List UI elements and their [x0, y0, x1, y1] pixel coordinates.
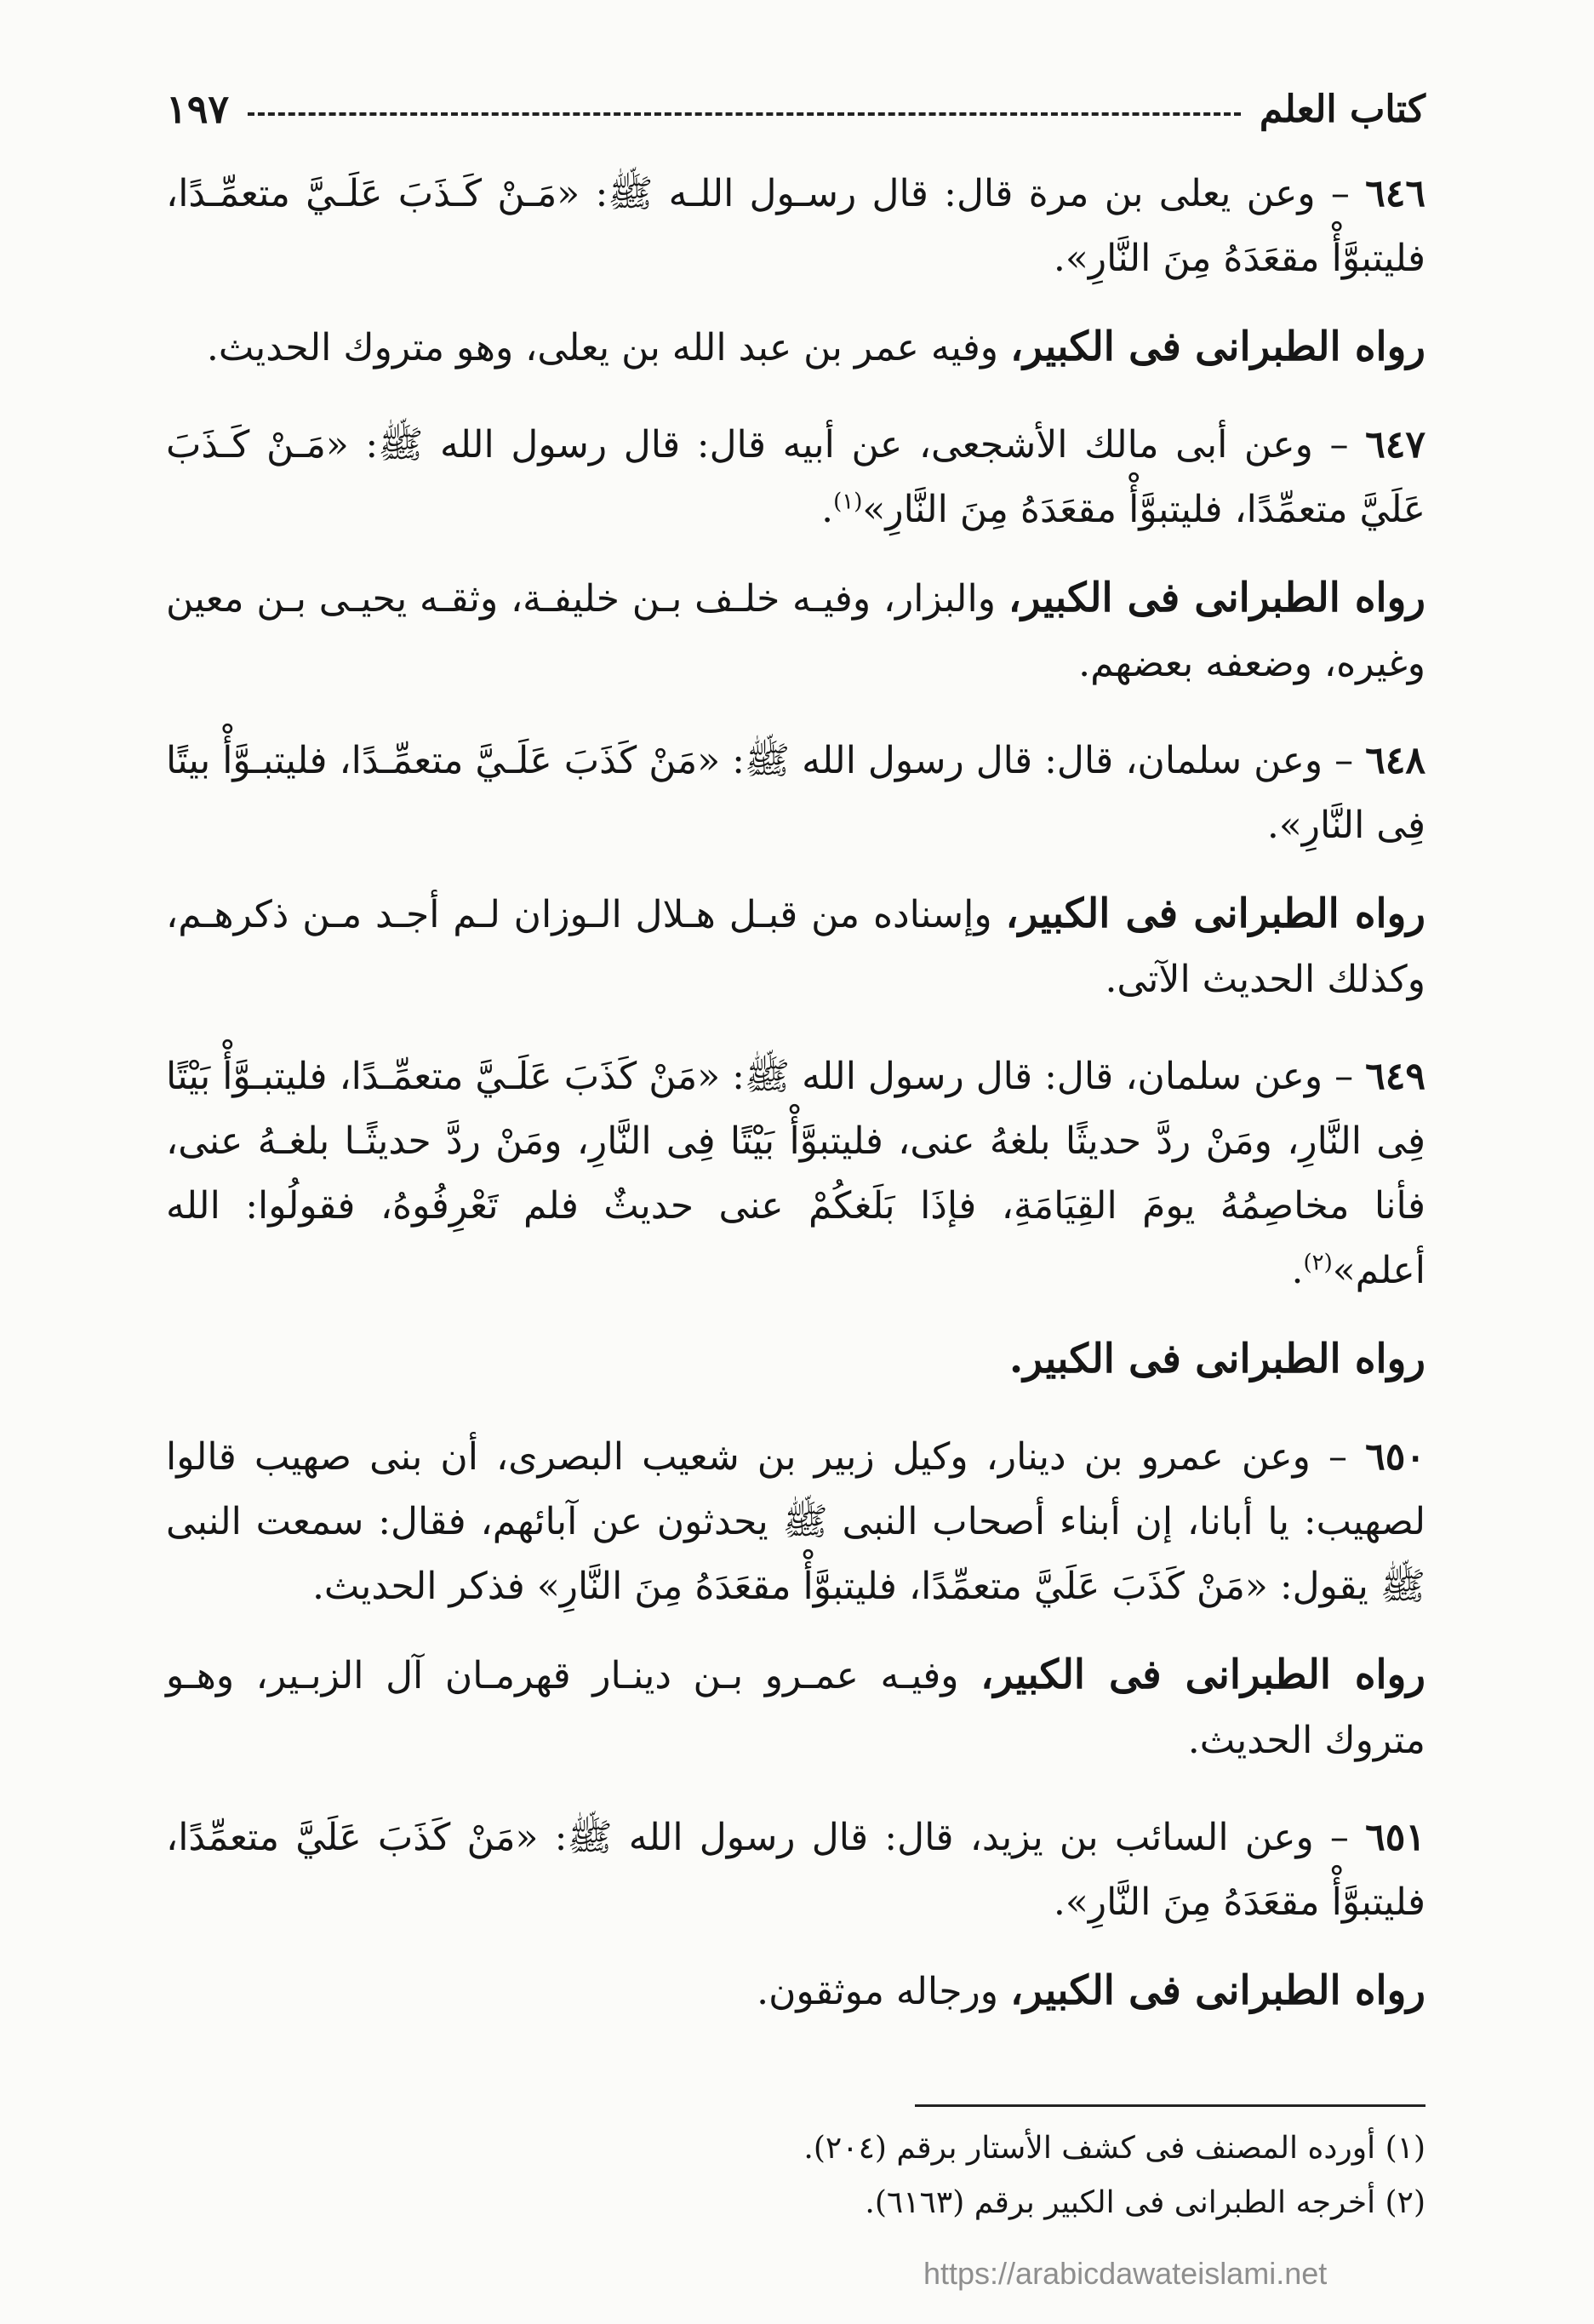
- hadith-number: ٦٤٦: [1365, 172, 1425, 215]
- narration-note: [166, 1327, 1425, 1393]
- narration-source: رواه الطبرانى فى الكبير.: [1008, 1336, 1425, 1382]
- footnote-ref: (٢): [1303, 1250, 1333, 1276]
- hadith-text: وعن عمرو بن دينار، وكيل زبير بن شعيب البصرى، أن بنى صهيب قالوا لصهيب: يا أبانا، إن أبناء أصحاب النبى ﷺ يحدثون عن آبائهم، فقال: سمعت النبى ﷺ يقول: «مَنْ كَذَبَ عَلَيَّ متعمِّدًا، فليتبوَّأْ مقعَدَهُ مِنَ النَّارِ» فذكر الحديث.: [166, 1435, 1425, 1608]
- hadith-entry: ٦٤٧ – وعن أبى مالك الأشجعى، عن أبيه قال: قال رسول الله ﷺ: «مَـنْ كَـذَبَ عَلَيَّ متعمِّدًا، فليتبوَّأْ مقعَدَهُ مِنَ النَّارِ»$^{(١)}$.: [166, 423, 1425, 531]
- narration-source: رواه الطبرانى فى الكبير،: [1010, 323, 1425, 370]
- narration-comment: وفيه عمر بن عبد الله بن يعلى، وهو متروك الحديث.: [206, 326, 1011, 369]
- hadith-number: ٦٥٠: [1365, 1435, 1425, 1479]
- hadith-number: ٦٤٩: [1365, 1055, 1425, 1098]
- narration-note: [166, 1643, 1425, 1773]
- narration-note: [166, 315, 1425, 381]
- hadith-number: ٦٤٨: [1365, 739, 1425, 782]
- narration-source: رواه الطبرانى فى الكبير،: [1010, 1967, 1425, 2014]
- footnote-separator: [915, 2104, 1425, 2107]
- narration-note: [166, 566, 1425, 696]
- footnotes: [166, 2121, 1425, 2230]
- hadith-number: ٦٥١: [1365, 1816, 1425, 1859]
- narration-comment: والبزار، وفيـه خلـف بـن خليفـة، وثقـه يحيـى بـن معين وغيره، وضعفه بعضهم.: [166, 577, 1425, 685]
- narration-source: رواه الطبرانى فى الكبير،: [1008, 575, 1425, 621]
- hadith-text: وعن السائب بن يزيد، قال: قال رسول الله ﷺ: «مَنْ كَذَبَ عَلَيَّ متعمِّدًا، فليتبوَّأْ مقعَدَهُ مِنَ النَّارِ».: [166, 1816, 1425, 1924]
- book-page: [166, 68, 1425, 2298]
- narration-comment: وإسناده من قبـل هـلال الـوزان لـم أجـد مـن ذكرهـم، وكذلك الحديث الآتى.: [166, 893, 1425, 1001]
- hadith-text: وعن يعلى بن مرة قال: قال رسـول اللـه ﷺ: «مَـنْ كَـذَبَ عَلَـيَّ متعمِّـدًا، فليتبوَّأْ مقعَدَهُ مِنَ النَّارِ».: [166, 172, 1425, 280]
- narration-source: رواه الطبرانى فى الكبير،: [1005, 890, 1425, 937]
- running-header: [166, 68, 1425, 150]
- header-dashed-rule: [248, 112, 1241, 116]
- footnote: (٢) أخرجه الطبرانى فى الكبير برقم (٦١٦٣).: [865, 2185, 1425, 2220]
- narration-note: [166, 1959, 1425, 2024]
- narration-source: رواه الطبرانى فى الكبير،: [980, 1651, 1425, 1698]
- hadith-entry: ٦٤٨ – وعن سلمان، قال: قال رسول الله ﷺ: «مَنْ كَذَبَ عَلَـيَّ متعمِّـدًا، فليتبـوَّأْ بيتًا فِى النَّارِ».: [166, 739, 1425, 847]
- hadith-entry: ٦٤٦ – وعن يعلى بن مرة قال: قال رسـول اللـه ﷺ: «مَـنْ كَـذَبَ عَلَـيَّ متعمِّـدًا، فليتبوَّأْ مقعَدَهُ مِنَ النَّارِ».: [166, 172, 1425, 280]
- footnote-ref: (١): [833, 489, 863, 515]
- hadith-text: وعن سلمان، قال: قال رسول الله ﷺ: «مَنْ كَذَبَ عَلَـيَّ متعمِّـدًا، فليتبـوَّأْ بيتًا فِى النَّارِ».: [166, 739, 1425, 847]
- book-title: كتاب العلم: [1259, 87, 1425, 131]
- hadith-entry: ٦٤٩ – وعن سلمان، قال: قال رسول الله ﷺ: «مَنْ كَذَبَ عَلَـيَّ متعمِّـدًا، فليتبـوَّأْ بَيْتًا فِى النَّارِ، ومَنْ ردَّ حديثًا بلغهُ عنى، فليتبوَّأْ بَيْتًا فِى النَّارِ، ومَنْ ردَّ حديثًـا بلغـهُ عنى، فأنا مخاصِمُهُ يومَ القِيَامَةِ، فإذَا بَلَغكُمْ عنى حديثٌ فلم تَعْرِفُوهُ، فقولُوا: الله أعلم»$^{(٢)}$.: [166, 1055, 1425, 1292]
- watermark-url: https://arabicdawateislami.net: [923, 2256, 1328, 2291]
- footnote: (١) أورده المصنف فى كشف الأستار برقم (٢٠٤).: [803, 2131, 1425, 2166]
- hadith-text: وعن أبى مالك الأشجعى، عن أبيه قال: قال رسول الله ﷺ: «مَـنْ كَـذَبَ عَلَيَّ متعمِّدًا، فليتبوَّأْ مقعَدَهُ مِنَ النَّارِ»: [166, 423, 1425, 531]
- hadith-text: وعن سلمان، قال: قال رسول الله ﷺ: «مَنْ كَذَبَ عَلَـيَّ متعمِّـدًا، فليتبـوَّأْ بَيْتًا فِى النَّارِ، ومَنْ ردَّ حديثًا بلغهُ عنى، فليتبوَّأْ بَيْتًا فِى النَّارِ، ومَنْ ردَّ حديثًـا بلغـهُ عنى، فأنا مخاصِمُهُ يومَ القِيَامَةِ، فإذَا بَلَغكُمْ عنى حديثٌ فلم تَعْرِفُوهُ، فقولُوا: الله أعلم»: [166, 1055, 1425, 1292]
- hadith-entry: ٦٥١ – وعن السائب بن يزيد، قال: قال رسول الله ﷺ: «مَنْ كَذَبَ عَلَيَّ متعمِّدًا، فليتبوَّأْ مقعَدَهُ مِنَ النَّارِ».: [166, 1816, 1425, 1924]
- narration-comment: ورجاله موثقون.: [757, 1970, 1011, 2013]
- hadith-number: ٦٤٧: [1365, 423, 1425, 467]
- hadith-entry: ٦٥٠ – وعن عمرو بن دينار، وكيل زبير بن شعيب البصرى، أن بنى صهيب قالوا لصهيب: يا أبانا، إن أبناء أصحاب النبى ﷺ يحدثون عن آبائهم، فقال: سمعت النبى ﷺ يقول: «مَنْ كَذَبَ عَلَيَّ متعمِّدًا، فليتبوَّأْ مقعَدَهُ مِنَ النَّارِ» فذكر الحديث.: [166, 1435, 1425, 1608]
- page-number: ١٩٧: [166, 86, 230, 132]
- narration-comment: وفيـه عمـرو بـن دينـار قهرمـان آل الزبـير، وهـو متروك الحديث.: [166, 1654, 1425, 1762]
- narration-note: [166, 882, 1425, 1012]
- page-body: [166, 162, 1425, 2024]
